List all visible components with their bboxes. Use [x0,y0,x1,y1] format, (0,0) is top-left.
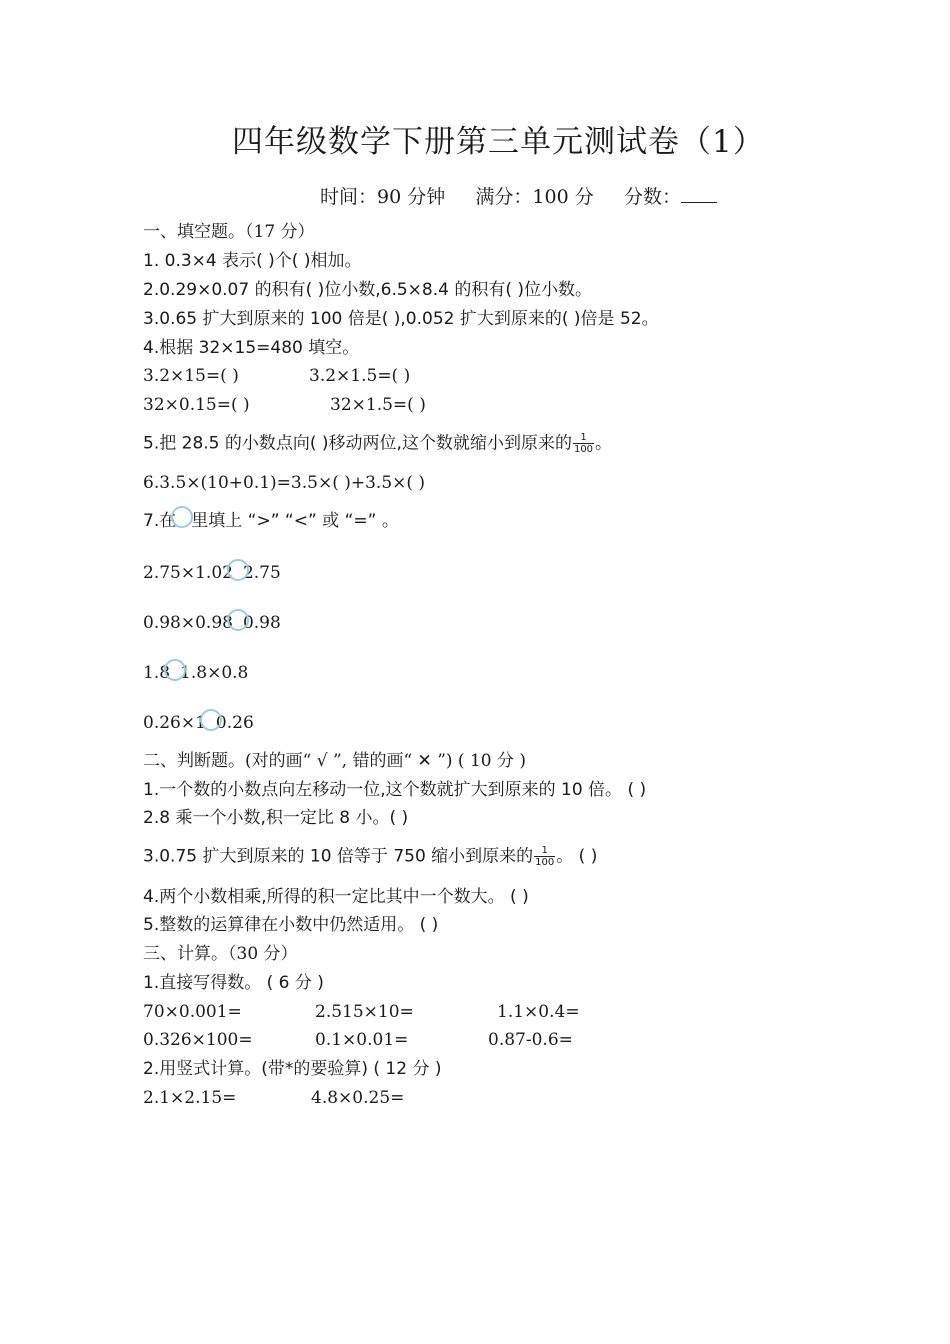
full-score-label: 满分：100 分 [475,186,594,208]
page-title: 四年级数学下册第三单元测试卷（1） [232,124,765,160]
fraction-numerator: 1 [573,432,594,444]
exam-meta [320,184,717,210]
fraction-denominator: 100 [535,857,555,868]
score-blank[interactable] [681,186,717,203]
compare-left: 0.26×1 [143,713,206,733]
s1-q7-post: 里填上 “>” “<” 或 “=” 。 [191,511,399,531]
compare-row [143,712,254,735]
s2-q1: 1.一个数的小数点向左移动一位,这个数就扩大到原来的 10 倍。 ( ) [143,780,647,800]
time-label: 时间：90 分钟 [320,186,446,208]
compare-right: 2.75 [242,563,281,583]
compare-circle[interactable] [227,559,249,581]
s2-q3 [143,845,597,868]
s1-q5-end: 。 [595,433,613,454]
s1-q7 [143,510,399,532]
fraction [573,432,594,455]
calc-item: 2.1×2.15= [143,1088,237,1108]
s1-q5-text: 5.把 28.5 的小数点向( )移动两位,这个数就缩小到原来的 [143,433,572,454]
compare-left: 2.75×1.02 [143,563,233,583]
compare-circle[interactable] [164,659,186,681]
section1-heading: 一、填空题。（17 分） [143,222,315,242]
calc-item: 0.87-0.6= [488,1030,573,1050]
s2-q3-end: 。 ( ) [556,846,598,867]
s2-q3-text: 3.0.75 扩大到原来的 10 倍等于 750 缩小到原来的 [143,846,534,867]
s1-q2: 2.0.29×0.07 的积有( )位小数,6.5×8.4 的积有( )位小数。 [143,280,593,300]
s1-q4c: 32×0.15=( ) [143,395,250,415]
s1-q3: 3.0.65 扩大到原来的 100 倍是( ),0.052 扩大到原来的( )倍是 52。 [143,309,659,329]
calc-item: 0.326×100= [143,1030,253,1050]
fraction-numerator: 1 [534,845,555,857]
s1-q1: 1. 0.3×4 表示( )个( )相加。 [143,251,362,271]
s2-q2: 2.8 乘一个小数,积一定比 8 小。( ) [143,808,409,828]
section2-heading: 二、判断题。(对的画“ √ ”, 错的画“ ✕ ”) ( 10 分 ) [143,751,527,771]
s1-q5 [143,432,612,455]
calc-item: 0.1×0.01= [315,1030,409,1050]
calc-item: 70×0.001= [143,1002,242,1022]
calc-item: 4.8×0.25= [311,1088,405,1108]
compare-row [143,612,281,635]
compare-row [143,662,248,685]
s1-q4a: 3.2×15=( ) [143,366,239,386]
compare-circle-icon [171,506,193,528]
s3-sub2: 2.用竖式计算。(带*的要验算) ( 12 分 ) [143,1059,442,1079]
s2-q5: 5.整数的运算律在小数中仍然适用。 ( ) [143,915,439,935]
compare-right: 0.26 [215,713,254,733]
score-label: 分数： [623,186,681,208]
fraction-denominator: 100 [573,444,594,455]
s1-q7-pre: 7.在 [143,511,177,531]
s1-q4d: 32×1.5=( ) [330,395,426,415]
compare-circle[interactable] [200,709,222,731]
compare-left: 1.8 [143,663,171,683]
calc-item: 1.1×0.4= [497,1002,580,1022]
compare-right: 0.98 [242,613,281,633]
s1-q6: 6.3.5×(10+0.1)=3.5×( )+3.5×( ) [143,473,426,493]
calc-item: 2.515×10= [315,1002,414,1022]
s1-q4b: 3.2×1.5=( ) [309,366,411,386]
compare-right: 1.8×0.8 [180,663,249,683]
section3-heading: 三、计算。（30 分） [143,944,298,964]
compare-left: 0.98×0.98 [143,613,233,633]
fraction [534,845,555,868]
s3-sub1: 1.直接写得数。 ( 6 分 ) [143,973,324,993]
s1-q4: 4.根据 32×15=480 填空。 [143,338,360,358]
s2-q4: 4.两个小数相乘,所得的积一定比其中一个数大。 ( ) [143,887,529,907]
compare-circle[interactable] [227,609,249,631]
compare-row [143,562,281,585]
